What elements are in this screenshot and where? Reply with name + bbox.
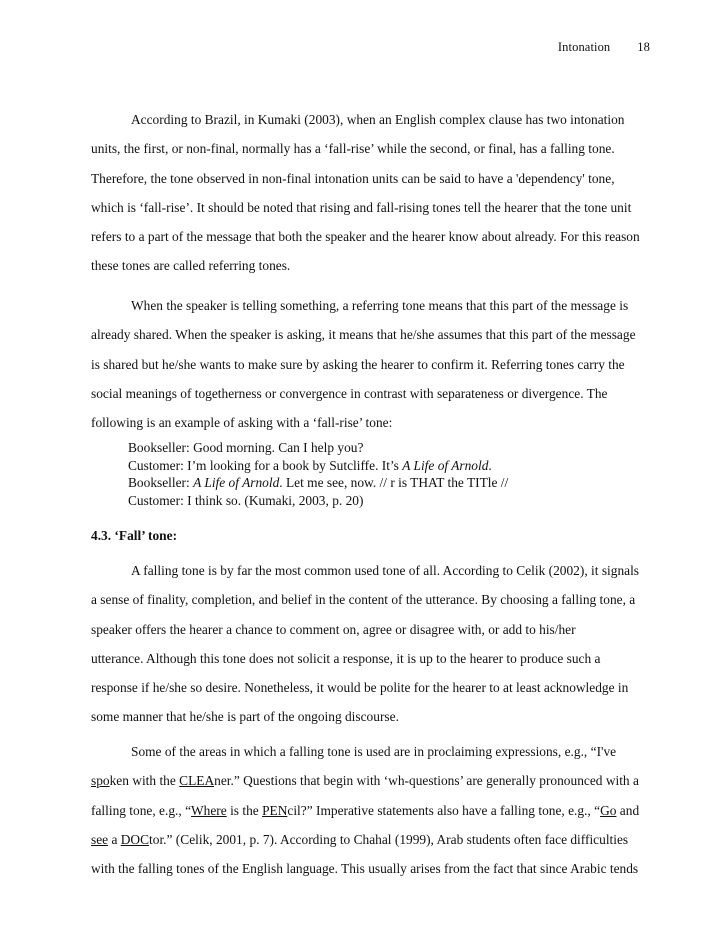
text-line: social meanings of togetherness or convergence in contrast with separateness or divergence. The bbox=[91, 385, 608, 401]
text-line: Some of the areas in which a falling tone is used are in proclaiming expressions, e.g., “I've bbox=[131, 744, 617, 759]
text-line: falling tone, e.g., “Where is the PENcil?” Imperative statements also have a falling tone, e.g., “Go and bbox=[91, 802, 640, 818]
text-line: some manner that he/she is part of the ongoing discourse. bbox=[91, 709, 399, 725]
text-line: When the speaker is telling something, a referring tone means that this part of the message is bbox=[131, 298, 629, 313]
text-line: with the falling tones of the English language. This usually arises from the fact that since Arabic tends bbox=[91, 861, 639, 877]
text-line: utterance. Although this tone does not solicit a response, it is up to the hearer to produce such a bbox=[91, 650, 601, 666]
text-line: Therefore, the tone observed in non-final intonation units can be said to have a 'dependency' tone, bbox=[91, 170, 615, 186]
text-line: is shared but he/she wants to make sure by asking the hearer to confirm it. Referring tones carry the bbox=[91, 356, 625, 372]
dialogue-line: Customer: I think so. (Kumaki, 2003, p. 20) bbox=[128, 492, 364, 508]
dialogue-example bbox=[128, 439, 508, 509]
dialogue-line: Customer: I’m looking for a book by Sutcliffe. It’s A Life of Arnold. bbox=[128, 457, 492, 473]
text-line: which is ‘fall-rise’. It should be noted that rising and fall-rising tones tell the hearer that the tone unit bbox=[91, 199, 632, 215]
text-line: already shared. When the speaker is asking, it means that he/she assumes that this part of the message bbox=[91, 327, 636, 343]
section-heading: 4.3. ‘Fall’ tone: bbox=[91, 528, 178, 543]
book-title: A Life of Arnold bbox=[193, 475, 280, 490]
text-line: A falling tone is by far the most common used tone of all. According to Celik (2002), it signals bbox=[131, 563, 640, 578]
page-number: 18 bbox=[637, 40, 650, 54]
text-line: following is an example of asking with a ‘fall-rise’ tone: bbox=[91, 415, 393, 431]
text-line: see a DOCtor.” (Celik, 2001, p. 7). According to Chahal (1999), Arab students often face difficulties bbox=[91, 831, 629, 847]
text-line: speaker offers the hearer a chance to comment on, agree or disagree with, or add to his/her bbox=[91, 621, 576, 637]
paragraph-4 bbox=[91, 737, 661, 883]
text-line: units, the first, or non-final, normally has a ‘fall-rise’ while the second, or final, has a falling tone. bbox=[91, 141, 615, 157]
text-line: refers to a part of the message that both the speaker and the hearer know about already. For this reason bbox=[91, 229, 640, 245]
paragraph-1 bbox=[91, 105, 661, 281]
text-line: a sense of finality, completion, and belief in the content of the utterance. By choosing a falling tone, a bbox=[91, 592, 636, 608]
paragraph-2 bbox=[91, 291, 661, 437]
text-line: According to Brazil, in Kumaki (2003), when an English complex clause has two intonation bbox=[131, 112, 625, 127]
book-title: A Life of Arnold bbox=[402, 457, 489, 473]
text-line: response if he/she so desire. Nonetheless, it would be polite for the hearer to at least acknowledge in bbox=[91, 680, 629, 696]
running-header bbox=[558, 40, 650, 55]
text-line: these tones are called referring tones. bbox=[91, 258, 291, 274]
text-line: spoken with the CLEAner.” Questions that begin with ‘wh-questions’ are generally pronounced with a bbox=[91, 773, 639, 789]
dialogue-line: Bookseller: Good morning. Can I help you? bbox=[128, 440, 364, 455]
paragraph-3 bbox=[91, 556, 661, 732]
running-head-title: Intonation bbox=[557, 40, 611, 54]
dialogue-line: Bookseller: A Life of Arnold. Let me see, now. // r is THAT the TITle // bbox=[128, 475, 509, 490]
